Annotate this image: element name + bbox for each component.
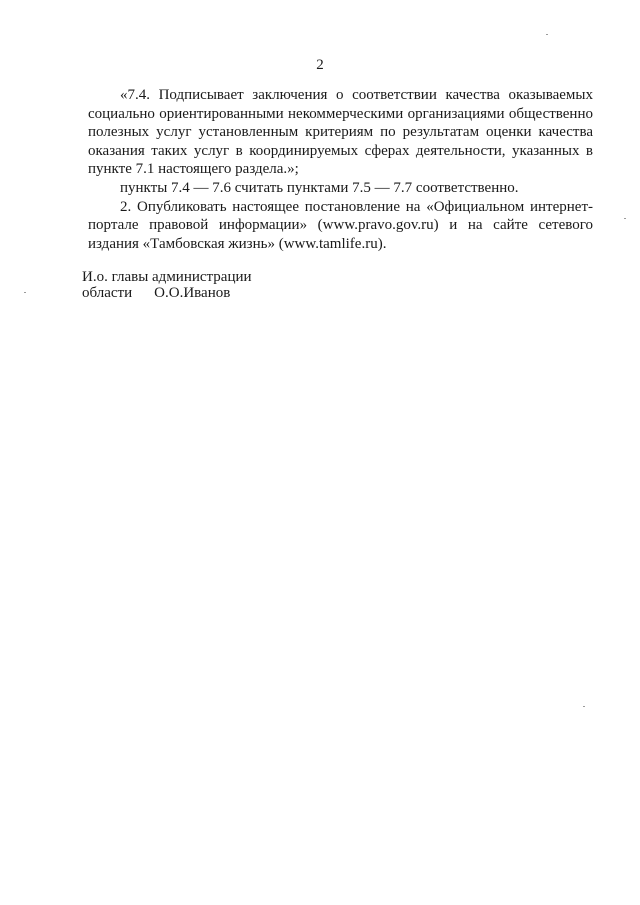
paragraph-publication: 2. Опубликовать настоящее постановление на «Официальном интернет-портале правовой информации» (www.pravo.gov.ru) и на сайте сетевого издания «Тамбовская жизнь» (www.tamlife.ru). [88, 198, 593, 252]
signatory-position-line1: И.о. главы администрации [82, 269, 252, 285]
scan-speck [583, 706, 585, 707]
paragraph-renumbering: пункты 7.4 — 7.6 считать пунктами 7.5 — 7.7 соответственно. [120, 179, 519, 196]
document-body [88, 86, 593, 253]
signatory-position-line2-row [82, 285, 252, 301]
scan-speck [624, 218, 626, 219]
scan-speck [546, 34, 548, 35]
signatory-name: О.О.Иванов [154, 285, 231, 301]
paragraph-7-4: «7.4. Подписывает заключения о соответствии качества оказываемых социально ориентированными некоммерческими организациями общественно полезных услуг установленным критериям по результатам оценки качества оказания таких услуг в координируемых сферах деятельности, указанных в пункте 7.1 настоящего раздела.»; [88, 87, 593, 178]
signature-block [82, 269, 252, 301]
signatory-position-line2: области [82, 285, 133, 301]
page-number: 2 [316, 57, 324, 73]
scan-speck [24, 292, 26, 293]
